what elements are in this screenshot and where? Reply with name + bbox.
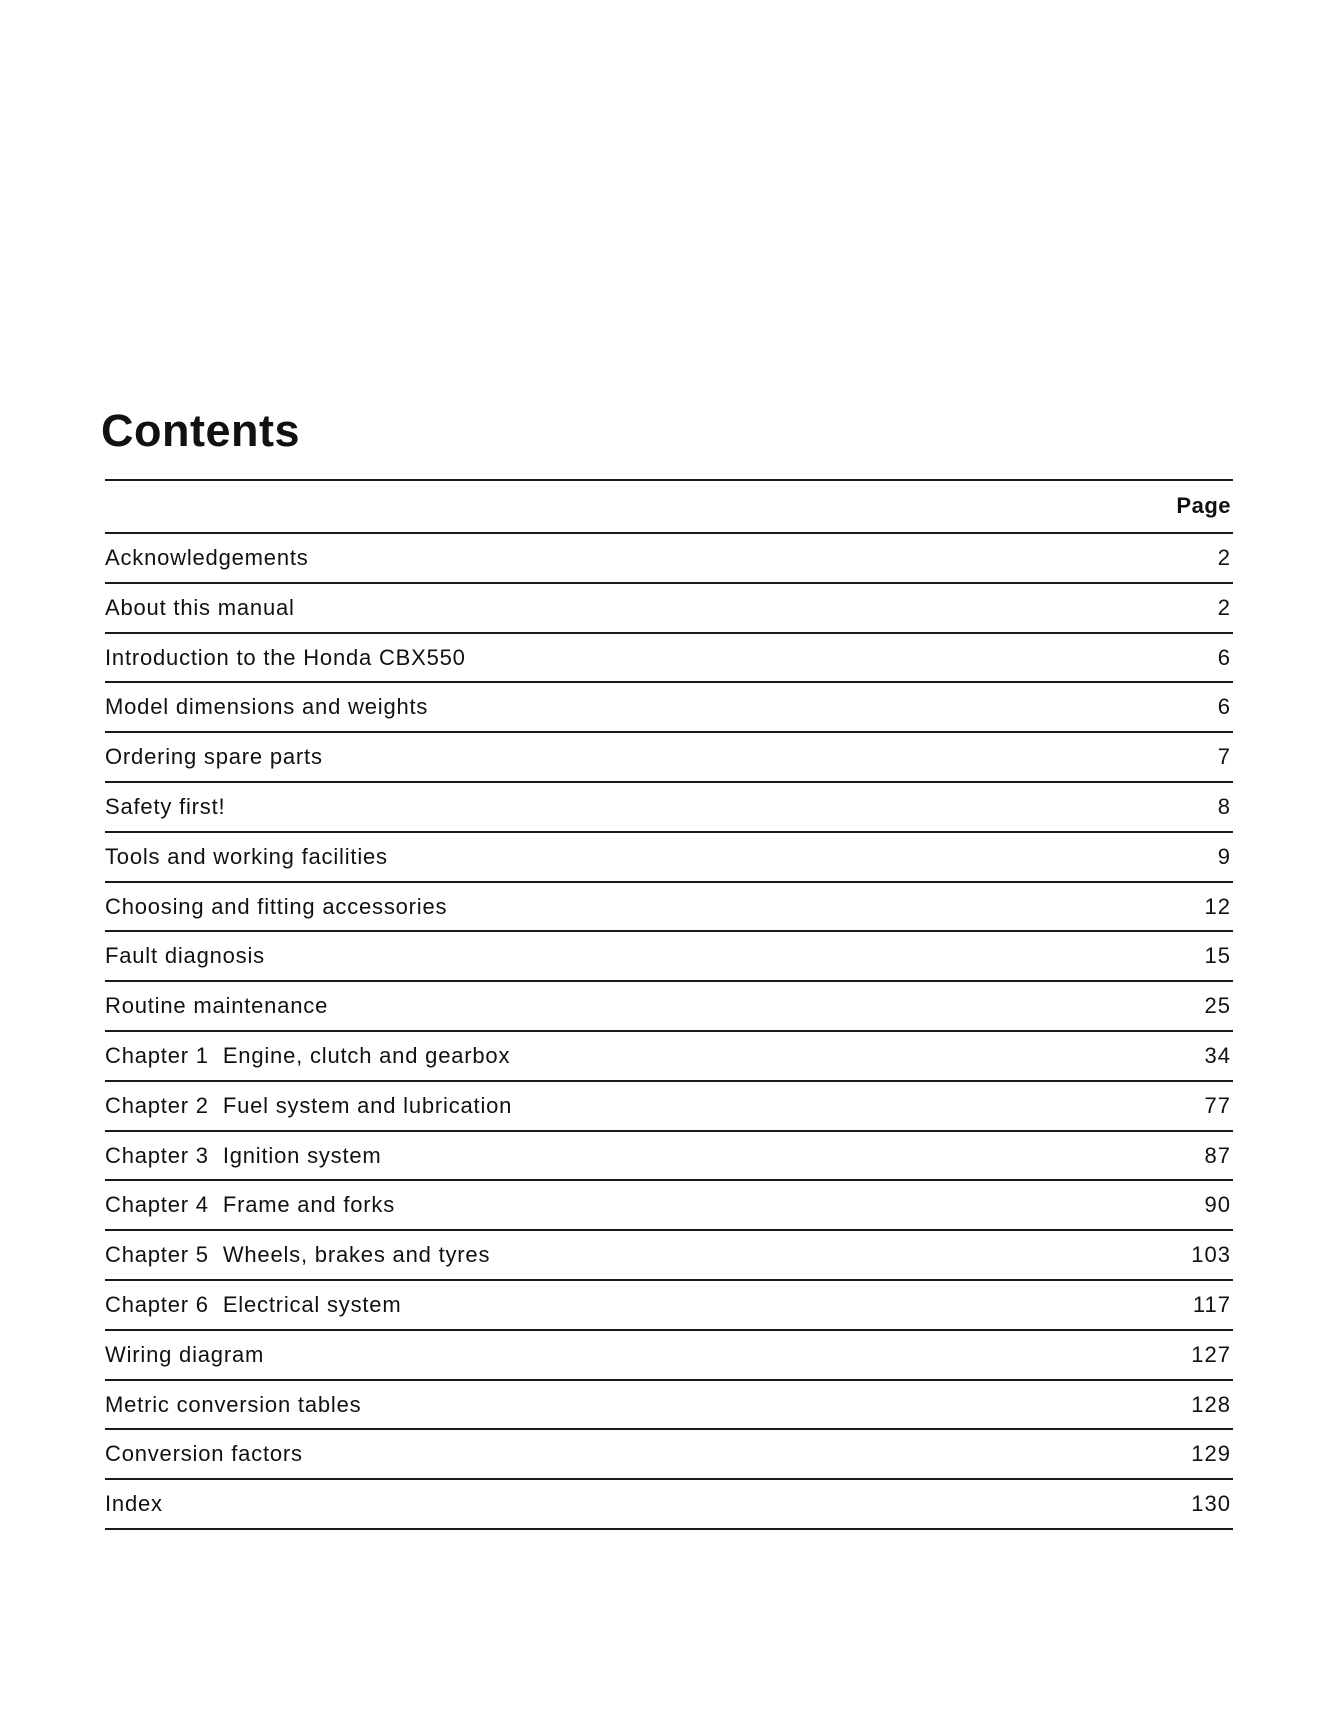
page-number: 117 (1192, 1291, 1231, 1317)
toc-rows (105, 534, 1233, 1530)
page-number: 87 (1204, 1142, 1231, 1168)
toc-entry (105, 694, 428, 720)
toc-entry (105, 645, 466, 671)
toc-entry (105, 1292, 401, 1318)
entry-title: Introduction to the Honda CBX550 (105, 644, 466, 670)
toc-row[interactable] (105, 1281, 1233, 1331)
toc-row[interactable] (105, 683, 1233, 733)
toc-entry (105, 1192, 395, 1218)
toc-entry (105, 1491, 163, 1517)
toc-entry (105, 794, 225, 820)
toc-row[interactable] (105, 783, 1233, 833)
toc-row[interactable] (105, 534, 1233, 584)
chapter-number: Chapter 6 (105, 1291, 209, 1317)
entry-title: Model dimensions and weights (105, 694, 429, 720)
page-number: 130 (1191, 1491, 1231, 1517)
entry-title: Fault diagnosis (105, 943, 265, 969)
page-number: 25 (1204, 993, 1231, 1019)
toc-row[interactable] (105, 982, 1233, 1032)
entry-title: Index (105, 1491, 163, 1517)
page-number: 103 (1191, 1242, 1231, 1268)
entry-title: Wiring diagram (105, 1341, 265, 1367)
page-number: 9 (1217, 843, 1231, 869)
page-number: 77 (1204, 1092, 1231, 1118)
toc-entry (105, 1093, 512, 1119)
entry-title: Ignition system (222, 1142, 382, 1168)
entry-title: Frame and forks (222, 1192, 395, 1218)
page-number: 12 (1204, 893, 1231, 919)
toc-row[interactable] (105, 584, 1233, 634)
toc-row[interactable] (105, 1480, 1233, 1530)
page-number: 127 (1191, 1341, 1231, 1367)
toc-entry (105, 595, 295, 621)
page-number: 128 (1191, 1391, 1231, 1417)
page-number: 2 (1217, 594, 1231, 620)
toc-header (105, 481, 1233, 534)
toc-entry (105, 993, 328, 1019)
toc-row[interactable] (105, 1181, 1233, 1231)
toc-row[interactable] (105, 932, 1233, 982)
toc-row[interactable] (105, 1430, 1233, 1480)
toc-row[interactable] (105, 883, 1233, 933)
toc-entry (105, 1441, 303, 1467)
page-number: 90 (1204, 1192, 1231, 1218)
entry-title: About this manual (105, 594, 295, 620)
entry-title: Ordering spare parts (105, 744, 323, 770)
toc-row[interactable] (105, 733, 1233, 783)
chapter-number: Chapter 5 (105, 1242, 209, 1268)
toc-entry (105, 1043, 510, 1069)
entry-title: Metric conversion tables (105, 1391, 362, 1417)
entry-title: Engine, clutch and gearbox (222, 1042, 511, 1068)
page-number: 6 (1217, 644, 1231, 670)
entry-title: Electrical system (222, 1291, 402, 1317)
toc-row[interactable] (105, 1132, 1233, 1182)
page-number: 129 (1191, 1441, 1231, 1467)
toc-entry (105, 1143, 382, 1169)
chapter-number: Chapter 2 (105, 1092, 209, 1118)
page-column-label: Page (1176, 493, 1231, 518)
chapter-number: Chapter 4 (105, 1192, 209, 1218)
toc-entry (105, 894, 447, 920)
entry-title: Wheels, brakes and tyres (222, 1242, 491, 1268)
entry-title: Conversion factors (105, 1441, 303, 1467)
page-number: 7 (1217, 744, 1231, 770)
toc-entry (105, 1242, 490, 1268)
toc-entry (105, 545, 309, 571)
toc-entry (105, 1342, 264, 1368)
toc-row[interactable] (105, 1331, 1233, 1381)
page-number: 8 (1217, 793, 1231, 819)
toc-entry (105, 943, 265, 969)
entry-title: Acknowledgements (105, 545, 309, 570)
chapter-number: Chapter 3 (105, 1142, 209, 1168)
chapter-number: Chapter 1 (105, 1042, 209, 1068)
page-number: 6 (1217, 694, 1231, 720)
toc-entry (105, 1392, 361, 1418)
toc-row[interactable] (105, 1381, 1233, 1431)
entry-title: Fuel system and lubrication (222, 1092, 513, 1118)
toc-entry (105, 744, 323, 770)
table-of-contents (105, 479, 1233, 1530)
toc-row[interactable] (105, 1231, 1233, 1281)
page-number: 34 (1204, 1042, 1231, 1068)
toc-row[interactable] (105, 833, 1233, 883)
toc-entry (105, 844, 388, 870)
entry-title: Safety first! (105, 793, 226, 819)
page-number: 15 (1204, 943, 1231, 969)
entry-title: Choosing and fitting accessories (105, 893, 448, 919)
entry-title: Routine maintenance (105, 993, 329, 1019)
page-title: Contents (101, 405, 300, 456)
entry-title: Tools and working facilities (105, 843, 388, 869)
toc-row[interactable] (105, 634, 1233, 684)
toc-row[interactable] (105, 1032, 1233, 1082)
page-number: 2 (1217, 545, 1231, 570)
toc-row[interactable] (105, 1082, 1233, 1132)
